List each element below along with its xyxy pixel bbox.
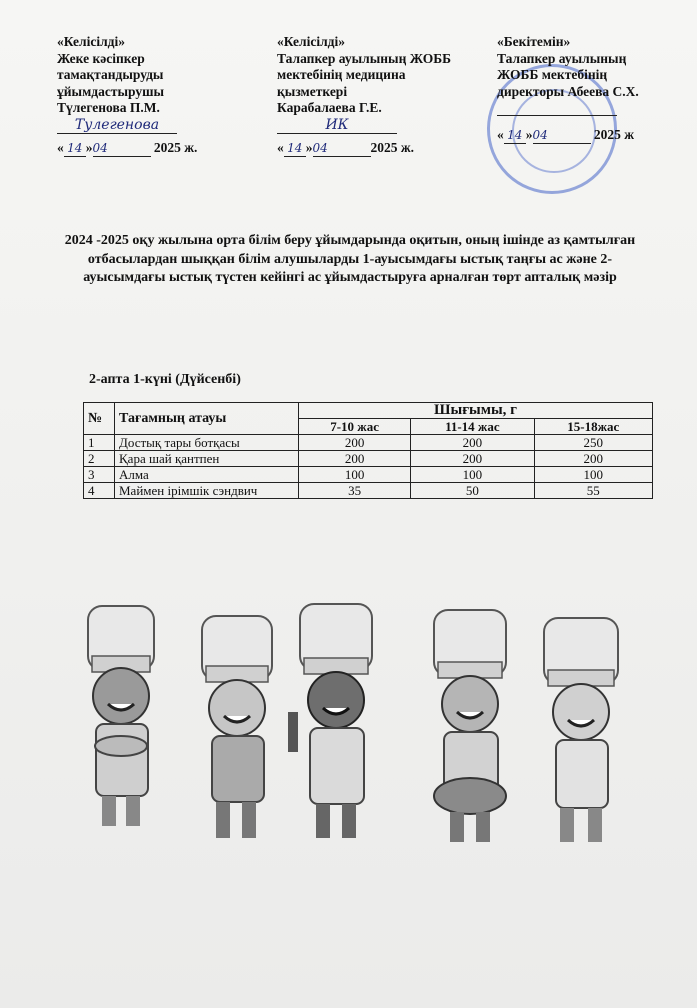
yield-value: 200 bbox=[411, 435, 534, 451]
column-header-number: № bbox=[84, 403, 115, 435]
handwritten-signature bbox=[497, 100, 617, 116]
approval-heading: «Бекітемін» bbox=[497, 34, 571, 49]
yield-value: 200 bbox=[299, 435, 411, 451]
chef-kid-4 bbox=[434, 610, 506, 842]
approval-line: тамақтандыруды bbox=[57, 67, 164, 82]
menu-table bbox=[83, 402, 653, 499]
chef-kids-illustration bbox=[70, 600, 640, 860]
date-month: 04 bbox=[313, 140, 371, 158]
yield-value: 200 bbox=[299, 451, 411, 467]
column-header-dish-name: Тағамның атауы bbox=[115, 403, 299, 435]
row-number: 4 bbox=[84, 483, 115, 499]
approval-block-director bbox=[497, 34, 639, 144]
date-year: 2025 ж bbox=[593, 126, 635, 142]
yield-value: 100 bbox=[299, 467, 411, 483]
approval-line: мектебінің медицина bbox=[277, 67, 406, 82]
approval-date: « 14 »04 2025 ж. bbox=[277, 140, 451, 158]
approval-block-entrepreneur bbox=[57, 34, 197, 157]
date-year: 2025 ж. bbox=[370, 139, 415, 155]
date-month: 04 bbox=[93, 140, 151, 158]
date-day: 14 bbox=[64, 140, 86, 158]
approval-line: қызметкері bbox=[277, 83, 348, 99]
approval-date: « 14 »04 2025 ж bbox=[497, 127, 639, 145]
table-row bbox=[84, 483, 653, 499]
column-header-age: 7-10 жас bbox=[299, 419, 411, 435]
handwritten-signature: Тулегенова bbox=[57, 118, 177, 134]
yield-value: 200 bbox=[534, 451, 652, 467]
approval-heading: «Келісілді» bbox=[277, 34, 345, 49]
approval-name: директоры Абеева С.Х. bbox=[497, 83, 639, 99]
yield-value: 100 bbox=[411, 467, 534, 483]
approval-heading: «Келісілді» bbox=[57, 34, 125, 49]
chef-kid-3 bbox=[288, 604, 372, 838]
approval-line: Талапкер ауылының bbox=[497, 50, 627, 66]
document-title: 2024 -2025 оқу жылына орта білім беру ұйымдарында оқитын, оның ішінде аз қамтылған отбасылардан шыққан білім алушыларды 1-ауысымдағы ыстық таңғы ас және 2-ауысымдағы ыстық түстен кейінгі ас ұйымдастыруға арналған төрт апталық мәзір bbox=[64, 233, 636, 285]
chef-kid-2 bbox=[202, 616, 272, 838]
date-year: 2025 ж. bbox=[153, 139, 198, 155]
table-header-row bbox=[84, 403, 653, 419]
column-header-yield: Шығымы, г bbox=[299, 403, 653, 419]
yield-value: 35 bbox=[299, 483, 411, 499]
handwritten-signature: ИК bbox=[277, 118, 397, 134]
dish-name: Қара шай қантпен bbox=[115, 451, 299, 467]
approval-line: ЖОББ мектебінің bbox=[497, 67, 608, 82]
yield-value: 55 bbox=[534, 483, 652, 499]
approval-block-medical bbox=[277, 34, 451, 157]
dish-name: Алма bbox=[115, 467, 299, 483]
table-row bbox=[84, 435, 653, 451]
row-number: 1 bbox=[84, 435, 115, 451]
column-header-age: 15-18жас bbox=[534, 419, 652, 435]
date-day: 14 bbox=[504, 127, 526, 145]
yield-value: 50 bbox=[411, 483, 534, 499]
approval-line: Талапкер ауылының ЖОББ bbox=[277, 50, 452, 66]
dish-name: Маймен ірімшік сэндвич bbox=[115, 483, 299, 499]
column-header-age: 11-14 жас bbox=[411, 419, 534, 435]
approval-name: Карабалаева Г.Е. bbox=[277, 100, 382, 115]
approval-line: Жеке кәсіпкер bbox=[57, 50, 145, 66]
approval-line: ұйымдастырушы bbox=[57, 83, 165, 99]
table-row bbox=[84, 451, 653, 467]
yield-value: 250 bbox=[534, 435, 652, 451]
yield-value: 200 bbox=[411, 451, 534, 467]
week-day-subtitle: 2-апта 1-күні (Дүйсенбі) bbox=[89, 372, 241, 387]
date-month: 04 bbox=[533, 127, 591, 145]
chef-kid-1 bbox=[88, 606, 154, 826]
approval-name: Түлегенова П.М. bbox=[57, 100, 160, 115]
table-row bbox=[84, 467, 653, 483]
row-number: 2 bbox=[84, 451, 115, 467]
yield-value: 100 bbox=[534, 467, 652, 483]
dish-name: Достық тары ботқасы bbox=[115, 435, 299, 451]
approval-date: « 14 »04 2025 ж. bbox=[57, 140, 197, 158]
chef-kid-5 bbox=[544, 618, 618, 842]
date-day: 14 bbox=[284, 140, 306, 158]
row-number: 3 bbox=[84, 467, 115, 483]
